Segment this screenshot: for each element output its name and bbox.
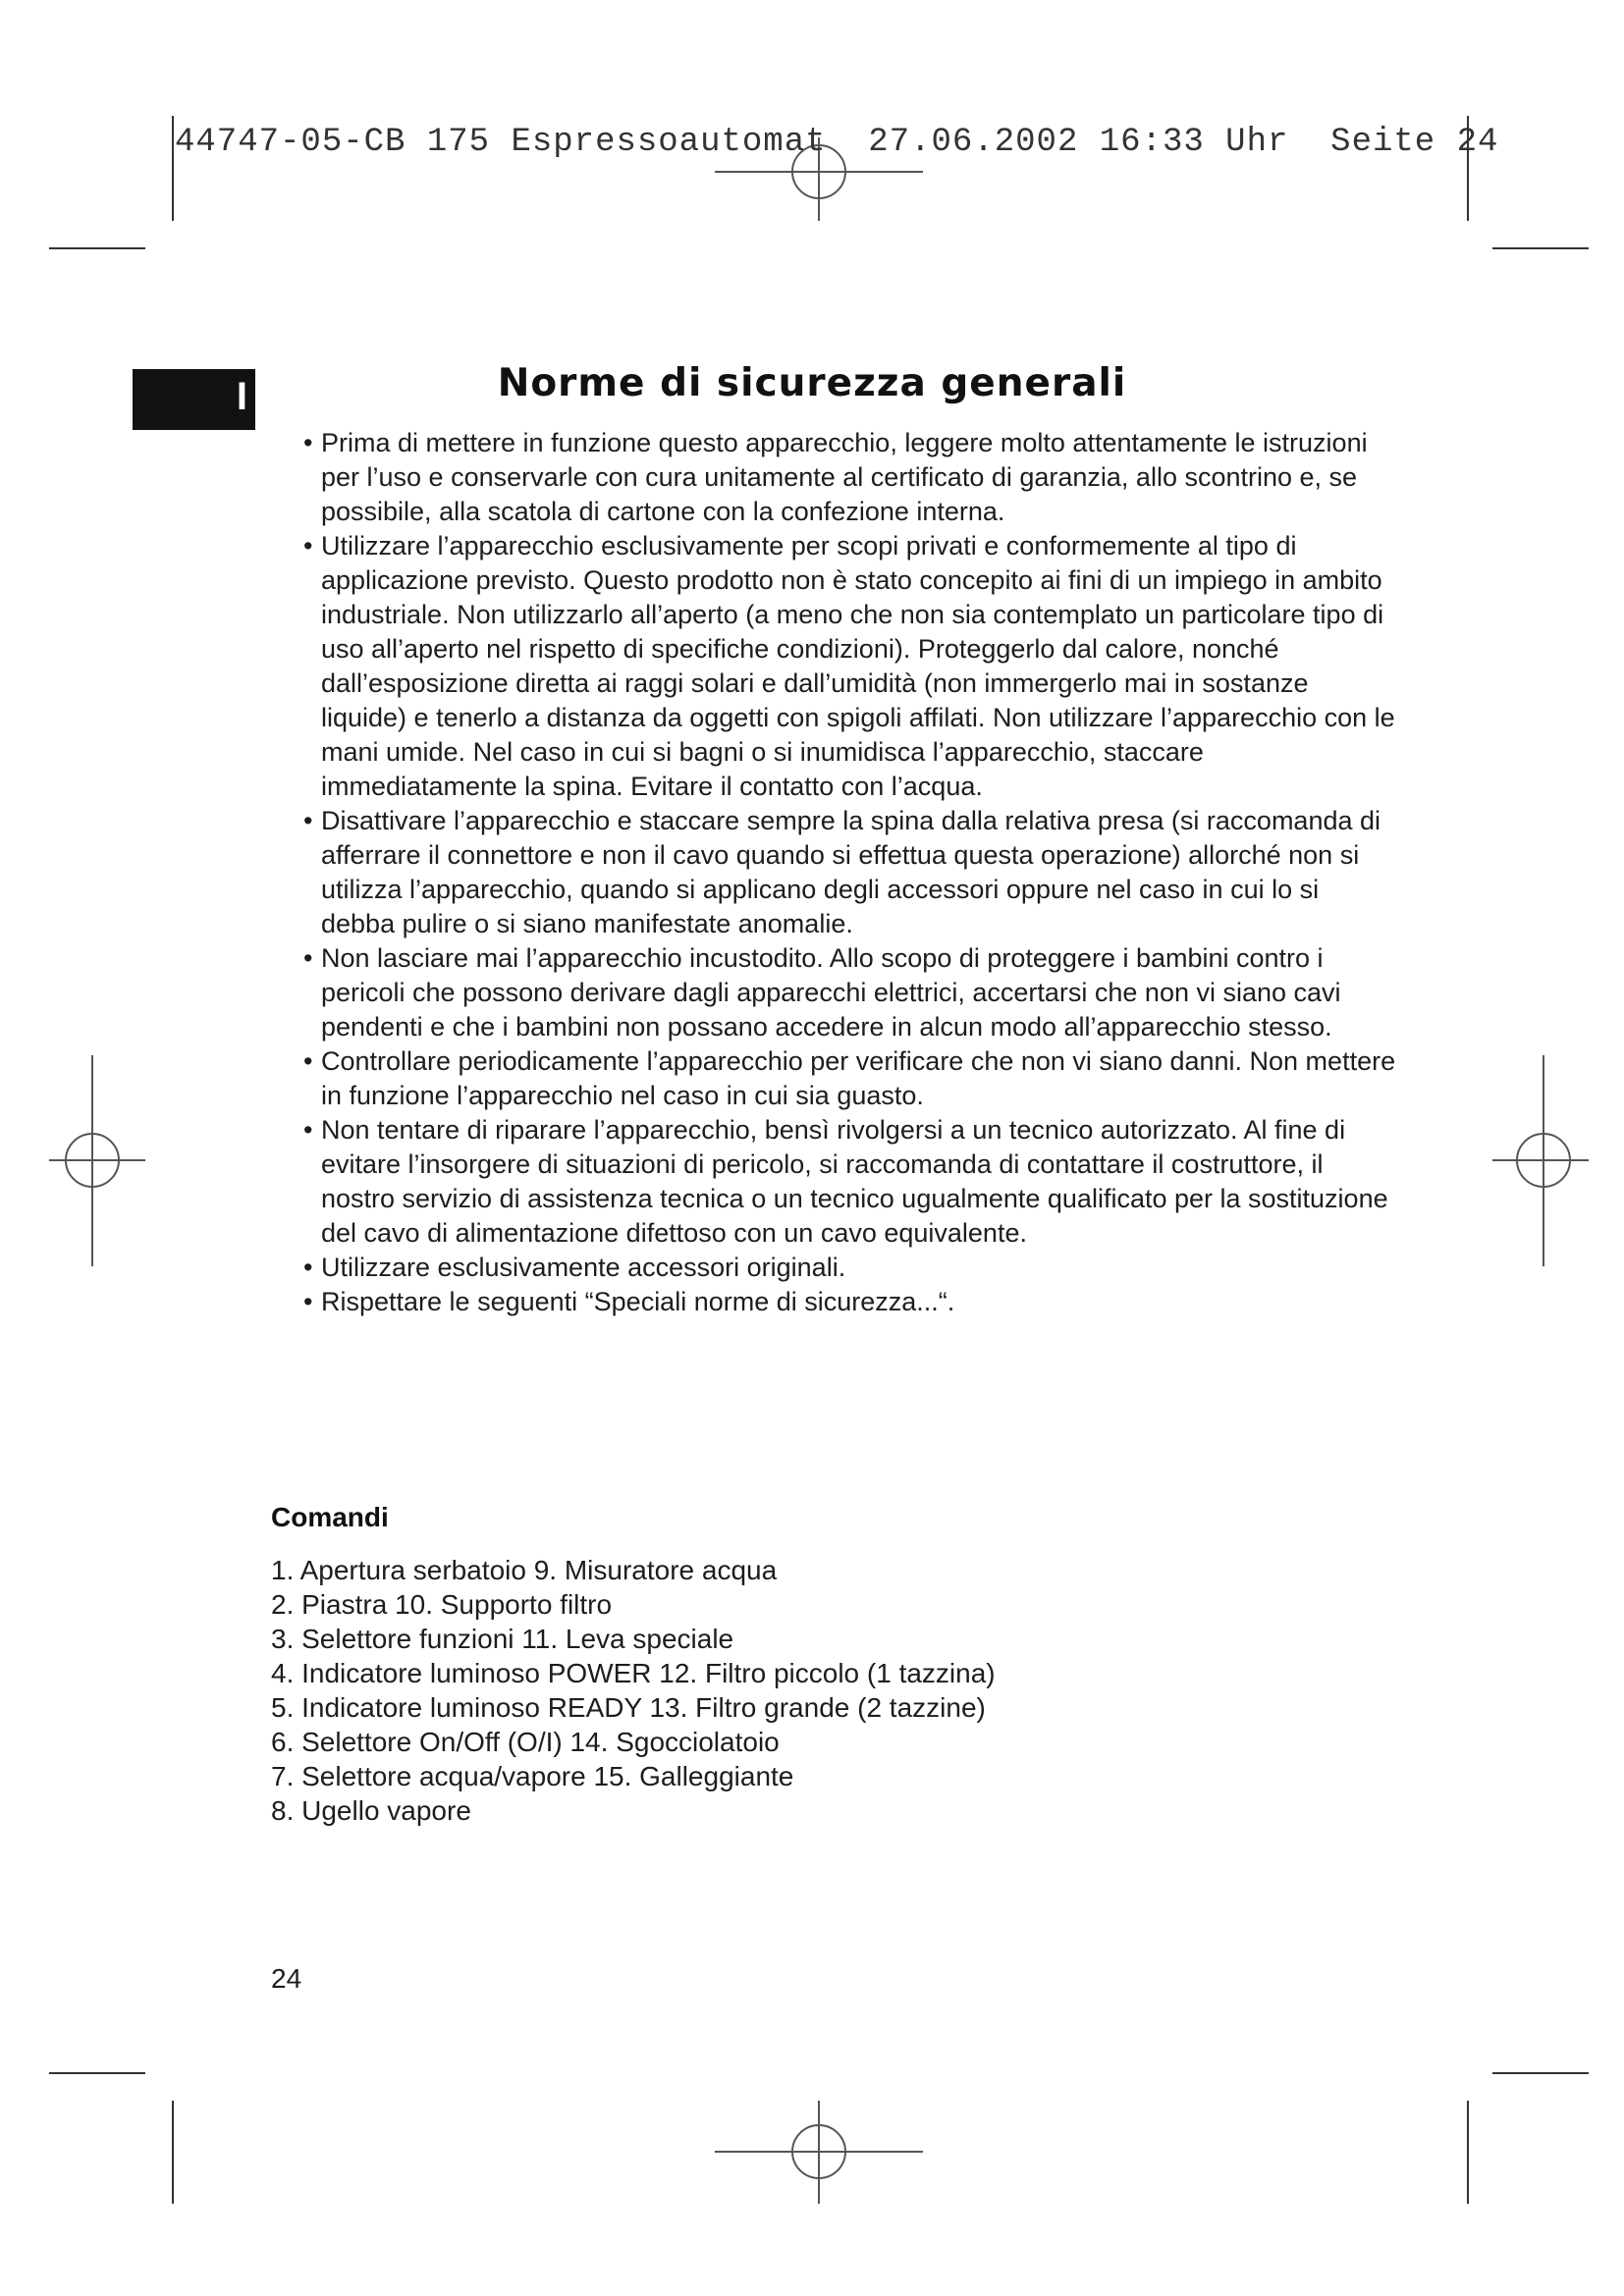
registration-mark-left [49,1055,145,1266]
rule-text: Disattivare l’apparecchio e staccare sempre la spina dalla relativa presa (si raccomanda di afferrare il connettore e non il cavo quando si effettua questa operazione) allorché non si utilizza l’apparecchio, quando si applicano degli accessori oppure nel caso in cui lo si debba pulire o si siano manifestate anomalie. [321,806,1381,938]
list-item: 7. Selettore acqua/vapore 15. Galleggiante [271,1761,794,1791]
list-item: • Controllare periodicamente l’apparecchio per verificare che non vi siano danni. Non mettere in funzione l’apparecchio nel caso in cui sia guasto. [303,1046,1396,1110]
list-item: 8. Ugello vapore [271,1795,471,1826]
controls-heading: Comandi [271,1502,389,1532]
safety-rules-list [267,426,1396,1319]
list-item: 4. Indicatore luminoso POWER 12. Filtro piccolo (1 tazzina) [271,1658,996,1688]
list-item: • Disattivare l’apparecchio e staccare sempre la spina dalla relativa presa (si raccomanda di afferrare il connettore e non il cavo quando si effettua questa operazione) allorché non si utilizza l’apparecchio, quando si applicano degli accessori oppure nel caso in cui lo si debba pulire o si siano manifestate anomalie. [303,806,1381,938]
page-title: Norme di sicurezza generali [497,361,1127,405]
registration-mark-right [1492,1055,1589,1266]
list-item: • Non lasciare mai l’apparecchio incustodito. Allo scopo di proteggere i bambini contro i pericoli che possono derivare dagli apparecchi elettrici, accertarsi che non vi siano cavi pendenti e che i bambini non possano accedere in alcun modo all’apparecchio stesso. [303,943,1341,1041]
list-item: 3. Selettore funzioni 11. Leva speciale [271,1624,734,1654]
rule-text: Utilizzare l’apparecchio esclusivamente per scopi privati e conformemente al tipo di applicazione previsto. Questo prodotto non è stato concepito ai fini di un impiego in ambito industriale. Non utilizzarlo all’aperto (a meno che non sia contemplato un particolare tipo di uso all’aperto nel rispetto di specifiche condizioni). Proteggerlo dal calore, nonché dall’esposizione diretta ai raggi solari e dall’umidità (non immergerlo mai in sostanze liquide) e tenerlo a distanza da oggetti con spigoli affilati. Non utilizzare l’apparecchio con le mani umide. Nel caso in cui si bagni o si inumidisca l’apparecchio, staccare immediatamente la spina. Evitare il contatto con l’acqua. [321,531,1395,801]
language-tab-label: I [236,375,247,418]
rule-text: Non lasciare mai l’apparecchio incustodito. Allo scopo di proteggere i bambini contro i pericoli che possono derivare dagli apparecchi elettrici, accertarsi che non vi siano cavi pendenti e che i bambini non possano accedere in alcun modo all’apparecchio stesso. [321,943,1341,1041]
rule-text: Non tentare di riparare l’apparecchio, bensì rivolgersi a un tecnico autorizzato. Al fine di evitare l’insorgere di situazioni di pericolo, si raccomanda di contattare il costruttore, il nostro servizio di assistenza tecnica o un tecnico ugualmente qualificato per la sostituzione del cavo di alimentazione difettoso con un cavo equivalente. [321,1115,1388,1248]
rule-text: Controllare periodicamente l’apparecchio per verificare che non vi siano danni. Non mettere in funzione l’apparecchio nel caso in cui sia guasto. [321,1046,1396,1110]
list-item: • Utilizzare l’apparecchio esclusivamente per scopi privati e conformemente al tipo di applicazione previsto. Questo prodotto non è stato concepito ai fini di un impiego in ambito industriale. Non utilizzarlo all’aperto (a meno che non sia contemplato un particolare tipo di uso all’aperto nel rispetto di specifiche condizioni). Proteggerlo dal calore, nonché dall’esposizione diretta ai raggi solari e dall’umidità (non immergerlo mai in sostanze liquide) e tenerlo a distanza da oggetti con spigoli affilati. Non utilizzare l’apparecchio con le mani umide. Nel caso in cui si bagni o si inumidisca l’apparecchio, staccare immediatamente la spina. Evitare il contatto con l’acqua. [303,531,1395,801]
list-item: • Non tentare di riparare l’apparecchio, bensì rivolgersi a un tecnico autorizzato. Al fine di evitare l’insorgere di situazioni di pericolo, si raccomanda di contattare il costruttore, il nostro servizio di assistenza tecnica o un tecnico ugualmente qualificato per la sostituzione del cavo di alimentazione difettoso con un cavo equivalente. [303,1115,1388,1248]
list-item: 2. Piastra 10. Supporto filtro [271,1589,613,1620]
page-number: 24 [271,1963,302,1994]
list-item: 5. Indicatore luminoso READY 13. Filtro grande (2 tazzine) [271,1692,986,1723]
controls-list [271,1553,996,1828]
list-item: 6. Selettore On/Off (O/I) 14. Sgocciolatoio [271,1727,780,1757]
print-slug-line: 44747-05-CB 175 Espressoautomat 27.06.2002 16:33 Uhr Seite 24 [175,124,1499,161]
rule-text: Rispettare le seguenti “Speciali norme di sicurezza...“. [321,1287,955,1316]
list-item: 1. Apertura serbatoio 9. Misuratore acqua [271,1555,778,1585]
list-item: • Utilizzare esclusivamente accessori originali. [303,1253,846,1282]
list-item: • Rispettare le seguenti “Speciali norme di sicurezza...“. [303,1287,955,1316]
rule-text: Utilizzare esclusivamente accessori originali. [321,1253,846,1282]
list-item: • Prima di mettere in funzione questo apparecchio, leggere molto attentamente le istruzioni per l’uso e conservarle con cura unitamente al certificato di garanzia, allo scontrino e, se possibile, alla scatola di cartone con la confezione interna. [303,428,1368,526]
registration-mark-bottom [715,2101,923,2204]
rule-text: Prima di mettere in funzione questo apparecchio, leggere molto attentamente le istruzioni per l’uso e conservarle con cura unitamente al certificato di garanzia, allo scontrino e, se possibile, alla scatola di cartone con la confezione interna. [321,428,1368,526]
